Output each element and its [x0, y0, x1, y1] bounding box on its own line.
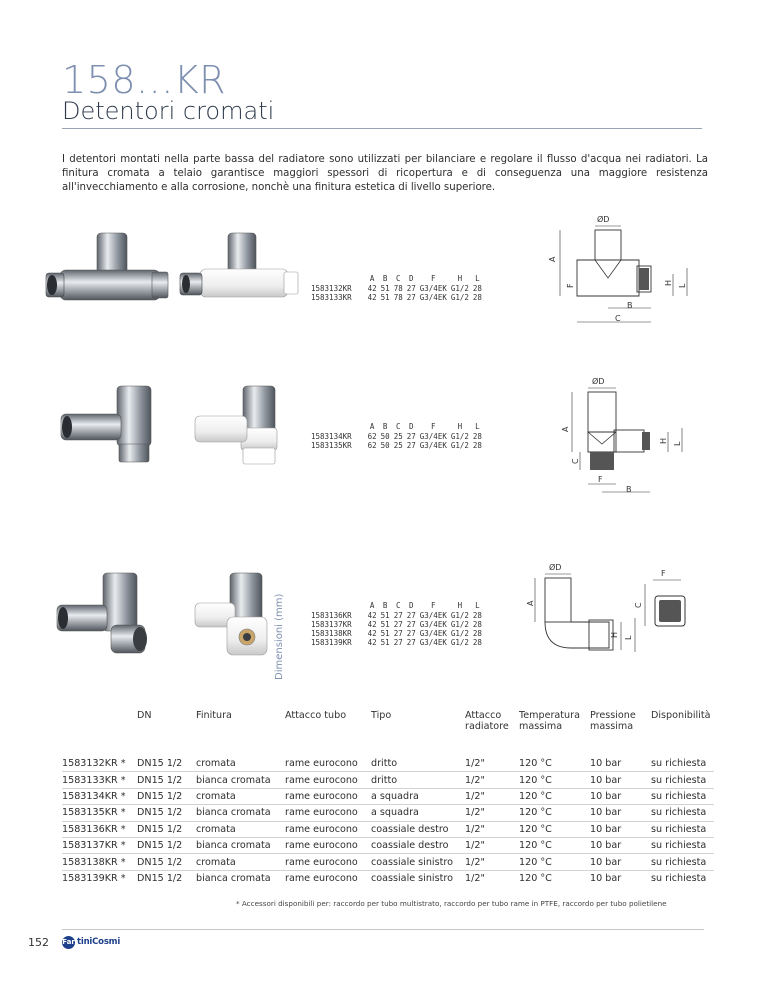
table-row: 1583138KR * DN15 1/2 cromata rame eurocono coassiale sinistro 1/2" 120 °C 10 bar su richiesta [62, 854, 714, 870]
col-attacco-tubo: Attacco tubo [285, 710, 347, 721]
drawing-coaxial [525, 560, 705, 678]
detentore-coassiale-bianco-image [195, 573, 267, 655]
dim-row: 1583136KR 42 51 27 27 G3/4EK G1/2 28 [311, 611, 482, 620]
svg-text:C: C [571, 458, 580, 464]
svg-text:F: F [661, 569, 666, 578]
svg-text:A: A [548, 256, 557, 262]
spec-table [62, 710, 714, 886]
footnote: * Accessori disponibili per: raccordo per tubo multistrato, raccordo per tubo rame in PTFE, raccordo per tubo polietilene [236, 899, 667, 908]
detentore-squadra-bianco-image [195, 386, 277, 464]
svg-text:H: H [664, 279, 673, 286]
dim-row: 1583135KR 62 50 25 27 G3/4EK G1/2 28 [311, 441, 482, 450]
svg-text:L: L [673, 441, 682, 446]
svg-text:C: C [615, 314, 621, 323]
page-number: 152 [28, 936, 49, 949]
brand-logo [62, 935, 142, 951]
svg-text:B: B [627, 301, 633, 310]
col-dn: DN [137, 710, 152, 721]
dim-table-coaxial: A B C D F H L 1583136KR 42 51 27 27 G3/4EK G1/2 28 1583137KR 42 51 27 27 G3/4EK G1/2 28 1583138KR 42 51 27 27 G3/4EK G1/2 28 1583139KR 42 51 27 27 G3/4EK G1/2 28 [311, 601, 482, 647]
svg-text:F: F [598, 475, 603, 484]
svg-text:L: L [624, 635, 633, 640]
svg-text:H: H [610, 631, 619, 638]
label-od: ØD [597, 215, 610, 224]
drawing-angle [550, 372, 710, 496]
svg-text:ØD: ØD [592, 377, 605, 386]
spec-header-row [62, 710, 714, 756]
coaxial-valves-image [45, 565, 285, 675]
straight-valves-image [40, 225, 300, 325]
svg-text:L: L [678, 283, 687, 288]
dim-row: 1583132KR 42 51 78 27 G3/4EK G1/2 28 [311, 284, 482, 293]
table-row: 1583134KR * DN15 1/2 cromata rame eurocono a squadra 1/2" 120 °C 10 bar su richiesta [62, 788, 714, 804]
col-attacco-radiatore: Attacco radiatore [465, 710, 509, 732]
dim-table-straight: A B C D F H L 1583132KR 42 51 78 27 G3/4EK G1/2 28 1583133KR 42 51 78 27 G3/4EK G1/2 28 [311, 274, 482, 302]
dim-row: 1583137KR 42 51 27 27 G3/4EK G1/2 28 [311, 620, 482, 629]
table-row: 1583135KR * DN15 1/2 bianca cromata rame eurocono a squadra 1/2" 120 °C 10 bar su richiesta [62, 805, 714, 821]
dim-row: 1583133KR 42 51 78 27 G3/4EK G1/2 28 [311, 293, 482, 302]
table-row: 1583133KR * DN15 1/2 bianca cromata rame eurocono dritto 1/2" 120 °C 10 bar su richiesta [62, 772, 714, 788]
col-pressione: Pressione massima [590, 710, 636, 732]
table-row: 1583137KR * DN15 1/2 bianca cromata rame eurocono coassiale destro 1/2" 120 °C 10 bar su richiesta [62, 837, 714, 853]
detentore-dritto-bianco-image [180, 233, 298, 297]
table-row: 1583139KR * DN15 1/2 bianca cromata rame eurocono coassiale sinistro 1/2" 120 °C 10 bar su richiesta [62, 870, 714, 886]
footer-divider [62, 929, 704, 930]
brand-logo-text: tiniCosmi [77, 937, 121, 947]
dim-row: 1583134KR 62 50 25 27 G3/4EK G1/2 28 [311, 432, 482, 441]
svg-text:C: C [634, 602, 643, 608]
angle-valves-image [55, 378, 295, 478]
detentore-squadra-cromato-image [61, 386, 151, 462]
dimensions-side-label-text: Dimensioni (mm) [274, 593, 285, 680]
brand-logo-mark: Far [62, 936, 75, 949]
svg-text:H: H [659, 437, 668, 444]
product-code-title: 158...KR [62, 58, 227, 102]
svg-text:B: B [626, 485, 632, 494]
dim-row: 1583139KR 42 51 27 27 G3/4EK G1/2 28 [311, 638, 482, 647]
intro-paragraph: I detentori montati nella parte bassa del radiatore sono utilizzati per bilanciare e regolare il flusso d'acqua nei radiatori. La finitura cromata a telaio garantisce maggiori spessori di ricopertura e di conseguenza una maggiore resistenza all'invecchiamento e alla corrosione, nonchè una finitura estetica di livello superiore. [62, 154, 708, 193]
product-subtitle: Detentori cromati [62, 97, 275, 125]
title-divider [62, 128, 702, 129]
svg-text:F: F [566, 283, 575, 288]
table-row: 1583136KR * DN15 1/2 cromata rame eurocono coassiale destro 1/2" 120 °C 10 bar su richiesta [62, 821, 714, 837]
col-finitura: Finitura [196, 710, 232, 721]
col-tipo: Tipo [371, 710, 392, 721]
col-temperatura: Temperatura massima [519, 710, 580, 732]
dim-row: 1583138KR 42 51 27 27 G3/4EK G1/2 28 [311, 629, 482, 638]
table-row: 1583132KR * DN15 1/2 cromata rame eurocono dritto 1/2" 120 °C 10 bar su richiesta [62, 758, 707, 770]
dim-table-angle: A B C D F H L 1583134KR 62 50 25 27 G3/4EK G1/2 28 1583135KR 62 50 25 27 G3/4EK G1/2 28 [311, 422, 482, 450]
svg-text:A: A [526, 600, 535, 606]
svg-text:A: A [561, 426, 570, 432]
col-disponibilita: Disponibilità [651, 710, 711, 721]
detentore-coassiale-cromato-image [57, 573, 147, 653]
svg-text:ØD: ØD [549, 563, 562, 572]
detentore-dritto-cromato-image [46, 233, 168, 300]
drawing-straight [535, 212, 705, 334]
